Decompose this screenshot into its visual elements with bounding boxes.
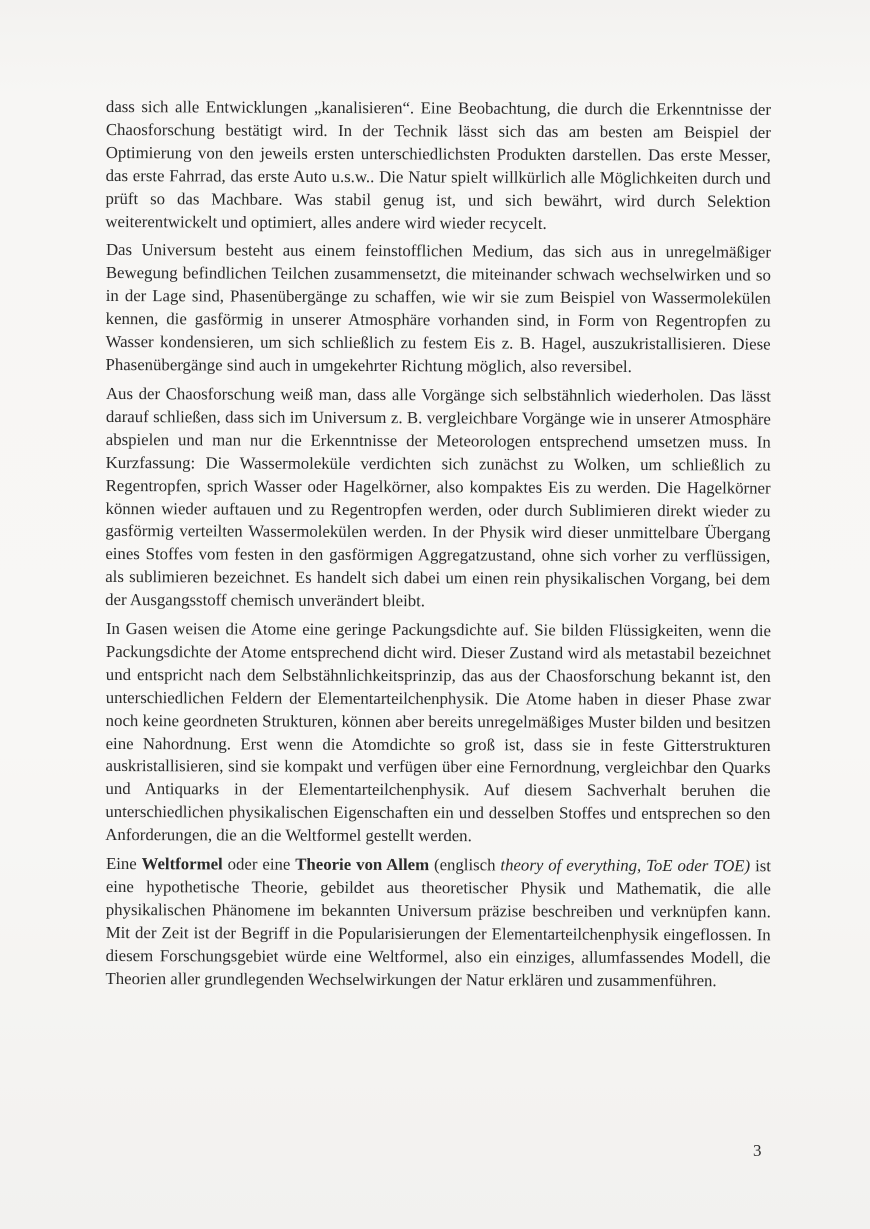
page-number: 3 (753, 1141, 762, 1160)
paragraph-5-connector-2: (englisch (429, 855, 501, 875)
document-body (106, 96, 771, 996)
paragraph-5-rest: ist eine hypothetische Theorie, gebildet aus theoretischer Physik und Mathematik, die alle physikalischen Phänomene im bekannten Universum präzise beschreiben und verknüpfen kann. Mit der Zeit ist der Begriff in die Popularisierungen der Elementarteilchenphysik eingeflossen. In diesem Forschungsgebiet würde eine Weltformel, also ein einziges, allumfassendes Modell, die Theorien aller grundlegenden Wechselwirkungen der Natur erklären und zusammenführen. (105, 856, 771, 990)
paragraph-5-connector-1: oder eine (222, 854, 296, 874)
term-weltformel: Weltformel (141, 854, 223, 874)
paragraph-3: Aus der Chaosforschung weiß man, dass alle Vorgänge sich selbstähnlich wiederholen. Das lässt darauf schließen, dass sich im Universum z. B. vergleichbare Vorgänge wie in unserer Atmosphäre abspielen und man nur die Erkenntnisse der Meteorologen entsprechend umsetzen muss. In Kurzfassung: Die Wassermoleküle verdichten sich zunächst zu Wolken, um schließlich zu Regentropfen, sprich Wasser oder Hagelkörner, also kompaktes Eis zu werden. Die Hagelkörner können wieder auftauen und zu Regentropfen werden, oder durch Sublimieren direkt wieder zu gasförmig verteilten Wassermolekülen werden. In der Physik wird dieser unmittelbare Übergang eines Stoffes vom festen in den gasförmigen Aggregatzustand, ohne sich vorher zu verflüssigen, als sublimieren bezeichnet. Es handelt sich dabei um einen rein physikalischen Vorgang, bei dem der Ausgangsstoff chemisch unverändert bleibt. (105, 383, 771, 611)
paragraph-5-intro: Eine (105, 854, 142, 874)
paragraph-4: In Gasen weisen die Atome eine geringe Packungsdichte auf. Sie bilden Flüssigkeiten, wenn die Packungsdichte der Atome entsprechend dicht wird. Dieser Zustand wird als metastabil bezeichnet und entspricht nach dem Selbstähnlichkeitsprinzip, das aus der Chaosforschung bekannt ist, den unterschiedlichen Feldern der Elementarteilchenphysik. Die Atome haben in dieser Phase zwar noch keine geordneten Strukturen, können aber bereits unregelmäßiges Muster bilden und besitzen eine Nahordnung. Erst wenn die Atomdichte so groß ist, dass sie in feste Gitterstrukturen auskristallisieren, sind sie kompakt und verfügen über eine Fernordnung, vergleichbar den Quarks und Antiquarks in der Elementarteilchenphysik. Auf diesem Sachverhalt beruhen die unterschiedlichen physikalischen Eigenschaften ein und desselben Stoffes und entsprechen so den Anforderungen, die an die Weltformel gestellt werden. (105, 618, 771, 846)
term-theorie-von-allem: Theorie von Allem (295, 854, 430, 875)
english-term: theory of everything, ToE oder TOE) (500, 855, 751, 876)
paragraph-2: Das Universum besteht aus einem feinstofflichen Medium, das sich aus in unregelmäßiger Bewegung befindlichen Teilchen zusammensetzt, die miteinander schwach wechselwirken und so in der Lage sind, Phasenübergänge zu schaffen, wie wir sie zum Beispiel von Wassermolekülen kennen, die gasförmig in unserer Atmosphäre vorhanden sind, in Form von Regentropfen zu Wasser kondensieren, um sich schließlich zu festem Eis z. B. Hagel, auszukristallisieren. Diese Phasenübergänge sind auch in umgekehrter Richtung möglich, also reversibel. (105, 240, 771, 376)
paragraph-1: dass sich alle Entwicklungen „kanalisieren“. Eine Beobachtung, die durch die Erkenntnisse der Chaosforschung bestätigt wird. In der Technik lässt sich das am besten am Beispiel der Optimierung von den jeweils ersten unterschiedlichsten Produkten darstellen. Das erste Messer, das erste Fahrrad, das erste Auto u.s.w.. Die Natur spielt willkürlich alle Möglichkeiten durch und prüft so das Machbare. Was stabil genug ist, und sich bewährt, wird durch Selektion weiterentwickelt und optimiert, alles andere wird wieder recycelt. (105, 96, 771, 233)
paragraph-5 (106, 853, 771, 993)
